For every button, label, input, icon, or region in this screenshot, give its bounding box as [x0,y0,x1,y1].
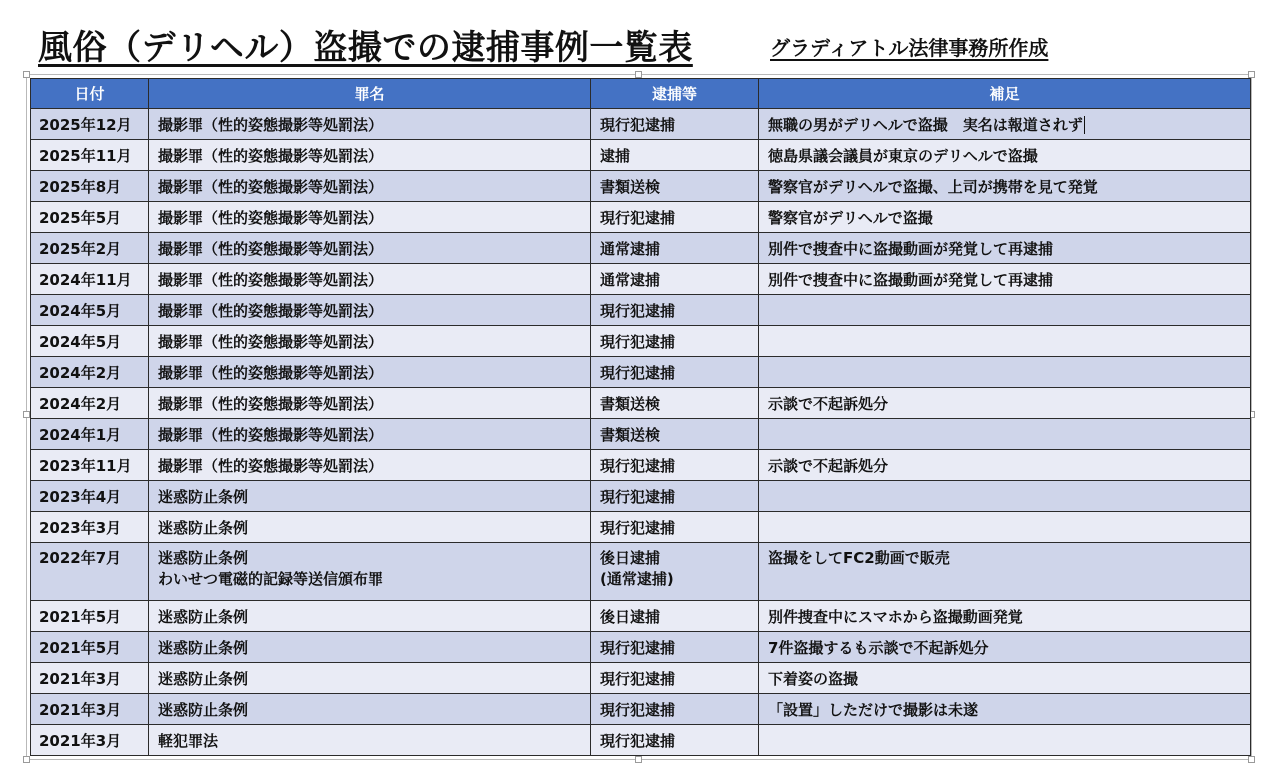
cell-crime[interactable] [149,357,591,388]
table-row [31,450,1251,481]
cell-date[interactable] [31,601,149,632]
cell-crime[interactable] [149,512,591,543]
cell-crime[interactable] [149,109,591,140]
cell-date-text: 2024年5月 [39,332,122,351]
cell-date-text: 2025年11月 [39,146,132,165]
table-header-row [31,79,1251,109]
cell-date[interactable] [31,725,149,756]
cell-crime[interactable] [149,663,591,694]
cell-note[interactable] [759,109,1251,140]
cell-crime-line: 撮影罪（性的姿態撮影等処罰法） [158,115,384,134]
cell-date-text: 2023年4月 [39,487,122,506]
table-row [31,202,1251,233]
cell-date[interactable] [31,264,149,295]
table-row [31,264,1251,295]
resize-handle-bottom-center[interactable] [635,756,642,763]
cell-arrest[interactable] [591,357,759,388]
cell-note[interactable] [759,632,1251,663]
cell-note[interactable] [759,601,1251,632]
cell-crime-line: 撮影罪（性的姿態撮影等処罰法） [158,146,384,165]
cell-arrest-line: 書類送検 [600,177,661,196]
table-row [31,357,1251,388]
cell-note[interactable] [759,357,1251,388]
cell-note[interactable] [759,264,1251,295]
cell-note-text: 徳島県議会議員が東京のデリヘルで盗撮 [768,146,1038,165]
table-row [31,632,1251,663]
cell-crime-line: 撮影罪（性的姿態撮影等処罰法） [158,456,384,475]
cell-note-text: 警察官がデリヘルで盗撮 [768,208,933,227]
cell-date[interactable] [31,326,149,357]
cell-arrest[interactable] [591,450,759,481]
resize-handle-top-left[interactable] [23,71,30,78]
resize-handle-bottom-left[interactable] [23,756,30,763]
header-arrest[interactable]: 逮捕等 [591,79,759,109]
cell-date-text: 2021年3月 [39,731,122,750]
cell-note[interactable] [759,543,1251,601]
cell-arrest[interactable] [591,663,759,694]
cell-note-text: 無職の男がデリヘルで盗撮 実名は報道されず [768,115,1083,134]
cell-crime-line: 軽犯罪法 [158,731,219,750]
cell-arrest[interactable] [591,295,759,326]
cell-arrest-line: 現行犯逮捕 [600,487,676,506]
cell-arrest-line: 現行犯逮捕 [600,518,676,537]
cell-arrest-line: 後日逮捕 [600,549,661,567]
cell-note[interactable] [759,481,1251,512]
resize-handle-top-center[interactable] [635,71,642,78]
cell-date-text: 2021年3月 [39,669,122,688]
cell-arrest-line: 書類送検 [600,425,661,444]
cell-date-text: 2021年5月 [39,607,122,626]
cell-note-text: 別件で捜査中に盗撮動画が発覚して再逮捕 [768,270,1054,289]
cell-arrest-line: 書類送検 [600,394,661,413]
cell-arrest-line: 現行犯逮捕 [600,301,676,320]
cell-note[interactable] [759,202,1251,233]
table-row [31,601,1251,632]
cell-crime-line: 迷惑防止条例 [158,549,249,567]
cell-arrest[interactable] [591,543,759,601]
cell-date-text: 2024年2月 [39,363,122,382]
page-title: 風俗（デリヘル）盗撮での逮捕事例一覧表 [38,28,693,68]
cell-date-text: 2025年5月 [39,208,122,227]
cell-arrest-line: (通常逮捕) [600,570,674,588]
cell-arrest-line: 現行犯逮捕 [600,700,676,719]
cell-date[interactable] [31,694,149,725]
cell-date[interactable] [31,450,149,481]
cell-arrest[interactable] [591,202,759,233]
cell-date-text: 2025年12月 [39,115,132,134]
cell-date-text: 2024年1月 [39,425,122,444]
cell-date[interactable] [31,419,149,450]
cell-arrest-line: 通常逮捕 [600,239,661,258]
cell-arrest[interactable] [591,109,759,140]
cell-crime-line: 撮影罪（性的姿態撮影等処罰法） [158,239,384,258]
cell-note-text: 示談で不起訴処分 [768,394,889,413]
cell-date-text: 2024年5月 [39,301,122,320]
cell-note[interactable] [759,725,1251,756]
table-row [31,481,1251,512]
cell-crime[interactable] [149,171,591,202]
cell-arrest[interactable] [591,419,759,450]
cell-crime[interactable] [149,140,591,171]
cell-arrest[interactable] [591,140,759,171]
cell-arrest-line: 現行犯逮捕 [600,115,676,134]
cell-crime-line: 撮影罪（性的姿態撮影等処罰法） [158,363,384,382]
cell-note[interactable] [759,419,1251,450]
cell-crime[interactable] [149,388,591,419]
cell-crime[interactable] [149,264,591,295]
cell-date-text: 2024年2月 [39,394,122,413]
cell-crime-line: 撮影罪（性的姿態撮影等処罰法） [158,177,384,196]
cell-note-text: 「設置」しただけで撮影は未遂 [768,700,979,719]
cell-note-text: 7件盗撮するも示談で不起訴処分 [768,638,989,657]
cell-arrest[interactable] [591,326,759,357]
cell-date[interactable] [31,388,149,419]
cell-note[interactable] [759,512,1251,543]
cell-note[interactable] [759,295,1251,326]
cell-note-text: 警察官がデリヘルで盗撮、上司が携帯を見て発覚 [768,177,1098,196]
table-row [31,663,1251,694]
text-cursor [1084,116,1085,134]
cell-crime-line: 撮影罪（性的姿態撮影等処罰法） [158,425,384,444]
cell-crime[interactable] [149,450,591,481]
cell-date-text: 2021年3月 [39,700,122,719]
cell-arrest-line: 現行犯逮捕 [600,638,676,657]
cell-arrest[interactable] [591,481,759,512]
table-row [31,295,1251,326]
cell-note-text: 別件で捜査中に盗撮動画が発覚して再逮捕 [768,239,1054,258]
table-row [31,725,1251,756]
cell-crime[interactable] [149,202,591,233]
cell-note[interactable] [759,140,1251,171]
cell-arrest-line: 現行犯逮捕 [600,669,676,688]
cell-crime-line: 迷惑防止条例 [158,700,249,719]
table-body [31,109,1251,756]
table-row [31,171,1251,202]
cell-arrest-line: 後日逮捕 [600,607,661,626]
cell-date[interactable] [31,202,149,233]
cell-arrest-line: 現行犯逮捕 [600,456,676,475]
cell-crime[interactable] [149,694,591,725]
header-crime[interactable]: 罪名 [149,79,591,109]
table-row [31,419,1251,450]
cell-crime-line: 撮影罪（性的姿態撮影等処罰法） [158,301,384,320]
cell-date-text: 2025年8月 [39,177,122,196]
cell-date-text: 2023年3月 [39,518,122,537]
resize-handle-bottom-right[interactable] [1248,756,1255,763]
cell-date-text: 2021年5月 [39,638,122,657]
cell-arrest[interactable] [591,512,759,543]
cell-date[interactable] [31,171,149,202]
cell-crime-line: 撮影罪（性的姿態撮影等処罰法） [158,270,384,289]
table-row [31,543,1251,601]
table-row [31,388,1251,419]
cell-arrest[interactable] [591,171,759,202]
header-date[interactable]: 日付 [31,79,149,109]
cell-arrest-line: 現行犯逮捕 [600,208,676,227]
cell-date[interactable] [31,140,149,171]
cell-note[interactable] [759,388,1251,419]
cell-crime-line: 迷惑防止条例 [158,669,249,688]
cell-crime-line: 撮影罪（性的姿態撮影等処罰法） [158,394,384,413]
cell-arrest[interactable] [591,632,759,663]
table-row [31,326,1251,357]
cell-date[interactable] [31,632,149,663]
cell-crime-line: 迷惑防止条例 [158,607,249,626]
cell-note-text: 別件捜査中にスマホから盗撮動画発覚 [768,607,1023,626]
cell-note[interactable] [759,233,1251,264]
cell-arrest[interactable] [591,694,759,725]
cell-date[interactable] [31,357,149,388]
cell-crime[interactable] [149,632,591,663]
header-note[interactable]: 補足 [759,79,1251,109]
cell-crime-line: 撮影罪（性的姿態撮影等処罰法） [158,332,384,351]
cell-crime-line: 迷惑防止条例 [158,518,249,537]
cell-date-text: 2022年7月 [39,549,122,567]
cell-arrest-line: 現行犯逮捕 [600,731,676,750]
cell-crime-line: 撮影罪（性的姿態撮影等処罰法） [158,208,384,227]
cell-crime[interactable] [149,543,591,601]
cell-crime-line: わいせつ電磁的記録等送信頒布罪 [158,570,384,588]
cell-arrest[interactable] [591,388,759,419]
table-row [31,109,1251,140]
cell-arrest[interactable] [591,233,759,264]
cell-arrest-line: 現行犯逮捕 [600,332,676,351]
cell-crime[interactable] [149,233,591,264]
author-credit: グラディアトル法律事務所作成 [770,36,1049,60]
cell-arrest[interactable] [591,725,759,756]
cell-arrest-line: 現行犯逮捕 [600,363,676,382]
table-row [31,694,1251,725]
cell-crime[interactable] [149,419,591,450]
cell-date[interactable] [31,295,149,326]
cell-crime[interactable] [149,725,591,756]
arrest-cases-table [30,78,1251,756]
cell-arrest-line: 通常逮捕 [600,270,661,289]
cell-date-text: 2024年11月 [39,270,132,289]
resize-handle-top-right[interactable] [1248,71,1255,78]
cell-note[interactable] [759,694,1251,725]
cell-date[interactable] [31,109,149,140]
cell-note-text: 盗撮をしてFC2動画で販売 [768,549,950,567]
table-row [31,512,1251,543]
cell-date[interactable] [31,512,149,543]
cell-arrest[interactable] [591,264,759,295]
cell-date-text: 2023年11月 [39,456,132,475]
resize-handle-middle-left[interactable] [23,411,30,418]
cell-note-text: 下着姿の盗撮 [768,669,859,688]
cell-crime[interactable] [149,326,591,357]
cell-note[interactable] [759,663,1251,694]
cell-crime-line: 迷惑防止条例 [158,638,249,657]
cell-date[interactable] [31,233,149,264]
table-row [31,140,1251,171]
cell-crime[interactable] [149,601,591,632]
cell-note[interactable] [759,326,1251,357]
cell-note[interactable] [759,171,1251,202]
cell-date[interactable] [31,663,149,694]
cell-date-text: 2025年2月 [39,239,122,258]
cell-crime[interactable] [149,295,591,326]
cell-crime[interactable] [149,481,591,512]
table-row [31,233,1251,264]
cell-crime-line: 迷惑防止条例 [158,487,249,506]
cell-arrest-line: 逮捕 [600,146,631,165]
cell-note-text: 示談で不起訴処分 [768,456,889,475]
cell-arrest[interactable] [591,601,759,632]
cell-date[interactable] [31,481,149,512]
cell-date[interactable] [31,543,149,601]
cell-note[interactable] [759,450,1251,481]
